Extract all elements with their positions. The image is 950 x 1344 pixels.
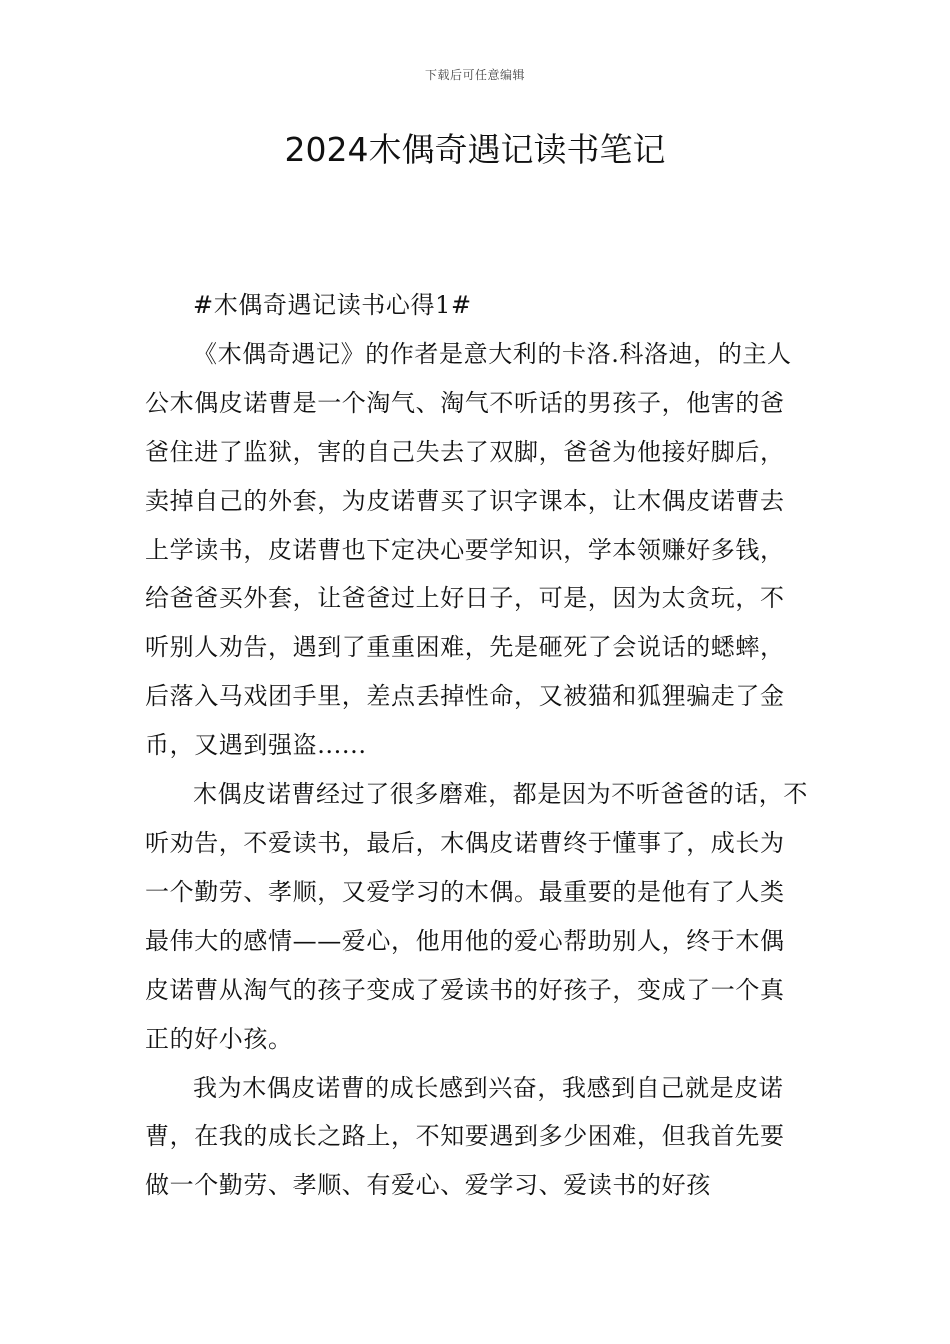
section-heading: #木偶奇遇记读书心得1#: [193, 291, 472, 319]
document-title: 2024木偶奇遇记读书笔记: [284, 130, 666, 169]
page-header-note: 下载后可任意编辑: [424, 68, 525, 82]
paragraph-3: 我为木偶皮诺曹的成长感到兴奋，我感到自己就是皮诺曹，在我的成长之路上，不知要遇到多少困难，但我首先要做一个勤劳、孝顺、有爱心、爱学习、爱读书的好孩: [145, 1073, 785, 1200]
paragraph-1: 《木偶奇遇记》的作者是意大利的卡洛.科洛迪，的主人公木偶皮诺曹是一个淘气、淘气不听话的男孩子，他害的爸爸住进了监狱，害的自己失去了双脚，爸爸为他接好脚后，卖掉自己的外套，为皮诺曹买了识字课本，让木偶皮诺曹去上学读书，皮诺曹也下定决心要学知识，学本领赚好多钱，给爸爸买外套，让爸爸过上好日子，可是，因为太贪玩，不听别人劝告，遇到了重重困难，先是砸死了会说话的蟋蟀，后落入马戏团手里，差点丢掉性命，又被猫和狐狸骗走了金币，又遇到强盗......: [145, 339, 792, 760]
paragraph-2: 木偶皮诺曹经过了很多磨难，都是因为不听爸爸的话，不听劝告，不爱读书，最后，木偶皮诺曹终于懂事了，成长为一个勤劳、孝顺，又爱学习的木偶。最重要的是他有了人类最伟大的感情——爱心，他用他的爱心帮助别人，终于木偶皮诺曹从淘气的孩子变成了爱读书的好孩子，变成了一个真正的好小孩。: [145, 780, 808, 1053]
document-body: [145, 281, 809, 1210]
